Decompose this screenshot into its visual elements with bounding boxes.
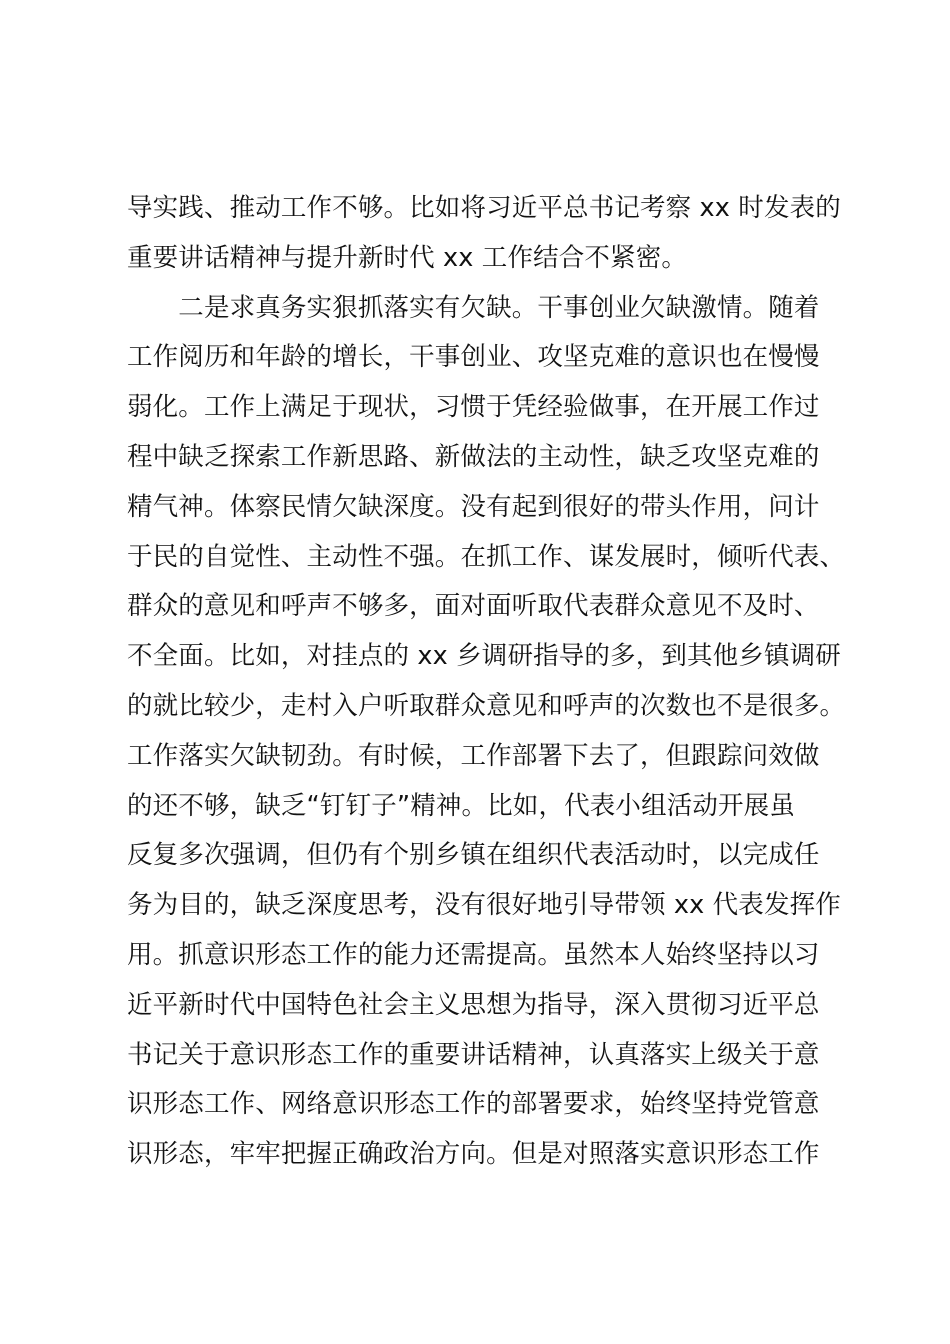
text-line: 工作阅历和年龄的增长，干事创业、攻坚克难的意识也在慢慢	[127, 342, 820, 373]
text-line: 不全面。比如，对挂点的 xx 乡调研指导的多，到其他乡镇调研	[127, 641, 841, 672]
text-line: 的还不够，缺乏“钉钉子”精神。比如，代表小组活动开展虽	[127, 790, 795, 821]
text-line: 程中缺乏探索工作新思路、新做法的主动性，缺乏攻坚克难的	[127, 441, 820, 472]
text-line: 书记关于意识形态工作的重要讲话精神，认真落实上级关于意	[127, 1039, 820, 1070]
text-line: 于民的自觉性、主动性不强。在抓工作、谋发展时，倾听代表、	[127, 541, 846, 572]
text-line: 重要讲话精神与提升新时代 xx 工作结合不紧密。	[127, 242, 687, 273]
text-line: 的就比较少，走村入户听取群众意见和呼声的次数也不是很多。	[127, 690, 846, 721]
text-line: 导实践、推动工作不够。比如将习近平总书记考察 xx 时发表的	[127, 193, 841, 223]
text-line: 工作落实欠缺韧劲。有时候，工作部署下去了，但跟踪问效做	[127, 740, 820, 771]
text-line: 弱化。工作上满足于现状，习惯于凭经验做事，在开展工作过	[127, 392, 820, 423]
text-line: 二是求真务实狠抓落实有欠缺。干事创业欠缺激情。随着	[127, 292, 820, 323]
body-text	[127, 184, 847, 1180]
text-line: 群众的意见和呼声不够多，面对面听取代表群众意见不及时、	[127, 591, 820, 622]
text-line: 务为目的，缺乏深度思考，没有很好地引导带领 xx 代表发挥作	[127, 890, 841, 921]
text-line: 精气神。体察民情欠缺深度。没有起到很好的带头作用，问计	[127, 491, 820, 522]
text-line: 识形态，牢牢把握正确政治方向。但是对照落实意识形态工作	[127, 1139, 820, 1170]
text-line: 识形态工作、网络意识形态工作的部署要求，始终坚持党管意	[127, 1089, 820, 1120]
text-line: 反复多次强调，但仍有个别乡镇在组织代表活动时，以完成任	[127, 840, 820, 871]
text-line: 近平新时代中国特色社会主义思想为指导，深入贯彻习近平总	[127, 989, 820, 1020]
text-line: 用。抓意识形态工作的能力还需提高。虽然本人始终坚持以习	[127, 939, 820, 970]
